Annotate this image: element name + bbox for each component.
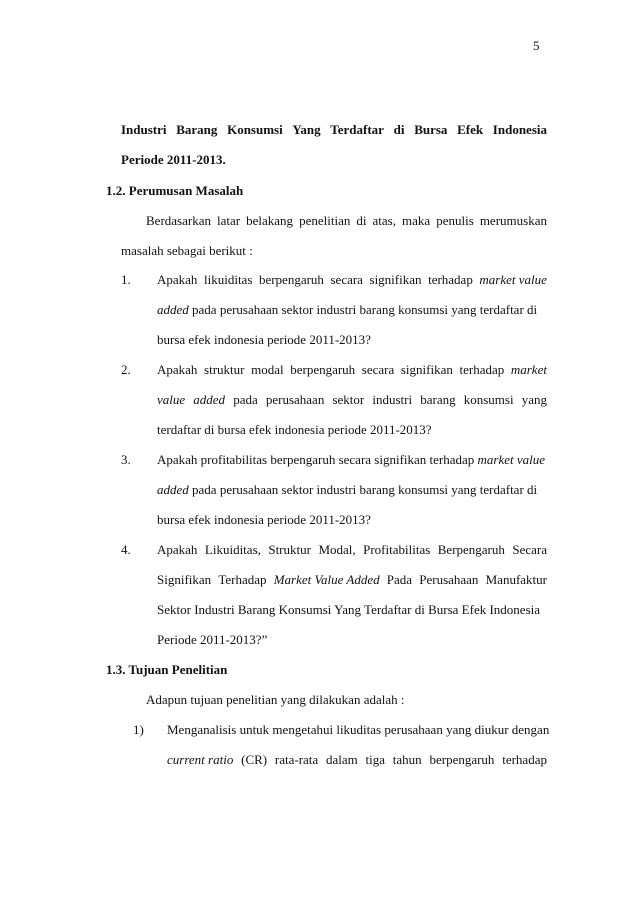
word: belakang (246, 213, 294, 228)
list-item-number: 1. (121, 272, 131, 287)
word: di (356, 213, 367, 228)
list-item-number: 2. (121, 362, 131, 377)
word: Profitabilitas (363, 542, 431, 557)
word: modal (251, 362, 284, 377)
word: Terdaftar (330, 122, 384, 137)
word: Modal, (318, 542, 356, 557)
section-heading-1-2: 1.2. Perumusan Masalah (106, 183, 244, 198)
word: Konsumsi (227, 122, 283, 137)
item-4-line-4: Periode 2011-2013?” (157, 632, 268, 647)
word: industri (372, 392, 413, 407)
word: yang (521, 392, 547, 407)
item-4-line-2 (157, 572, 547, 588)
word: Struktur (268, 542, 311, 557)
word: signifikan (400, 362, 453, 377)
word: Berpengaruh (437, 542, 505, 557)
word: konsumsi (463, 392, 514, 407)
word: Bursa (414, 122, 448, 137)
page-number: 5 (533, 38, 540, 53)
item-1-italic-term: added (157, 302, 189, 317)
word: Likuiditas, (204, 542, 261, 557)
word: Signifikan (157, 572, 212, 587)
word: sektor (332, 392, 365, 407)
list-item-number: 4. (121, 542, 131, 557)
word: secara (330, 272, 363, 287)
word: Apakah (157, 272, 198, 287)
word: Terhadap (218, 572, 267, 587)
word: Indonesia (492, 122, 547, 137)
word: tiga (365, 752, 386, 767)
item-4-line-3: Sektor Industri Barang Konsumsi Yang Terdaftar di Bursa Efek Indonesia (157, 602, 541, 617)
word: Pada (386, 572, 413, 587)
word: Secara (512, 542, 547, 557)
objective-1-line-2 (167, 752, 547, 768)
italic-word: value (157, 392, 186, 407)
word: Barang (176, 122, 218, 137)
word: barang (420, 392, 456, 407)
word: penulis (436, 213, 474, 228)
item-3-line-1 (157, 452, 545, 468)
item-3-line-1-text: Apakah profitabilitas berpengaruh secara signifikan terhadap (157, 452, 478, 467)
word: berpengaruh (258, 272, 324, 287)
word: signifikan (369, 272, 422, 287)
item-3-line-2-text: pada perusahaan sektor industri barang konsumsi yang terdaftar di (188, 482, 538, 497)
word: maka (402, 213, 431, 228)
italic-word: Market Value Added (273, 572, 380, 587)
section-1-3-paragraph-line-1: Adapun tujuan penelitian yang dilakukan adalah : (146, 692, 405, 707)
word: terhadap (459, 362, 505, 377)
italic-word: current ratio (167, 752, 234, 767)
word: (CR) (241, 752, 268, 767)
word: dalam (325, 752, 358, 767)
word: latar (217, 213, 241, 228)
item-1-line-3: bursa efek indonesia periode 2011-2013? (157, 332, 371, 347)
section-1-2-paragraph-line-2: masalah sebagai berikut : (121, 243, 253, 258)
item-1-line-2 (157, 302, 547, 318)
section-1-2-paragraph-line-1 (146, 213, 547, 229)
word: berpengaruh (290, 362, 356, 377)
word: terhadap (502, 752, 547, 767)
intro-line-1 (121, 122, 547, 138)
word: berpengaruh (429, 752, 495, 767)
word: di (393, 122, 405, 137)
word: Efek (457, 122, 484, 137)
word: Industri (121, 122, 167, 137)
item-3-line-2 (157, 482, 537, 498)
intro-line-2: Periode 2011-2013. (121, 152, 226, 167)
word: secara (361, 362, 395, 377)
item-3-italic-term-cont: added (157, 482, 189, 497)
item-1-line-2-text: pada perusahaan sektor industri barang konsumsi yang terdaftar di (188, 302, 538, 317)
list-item-number: 1) (133, 722, 144, 737)
item-3-line-3: bursa efek indonesia periode 2011-2013? (157, 512, 371, 527)
section-heading-1-3: 1.3. Tujuan Penelitian (106, 662, 228, 677)
word: likuiditas (204, 272, 253, 287)
italic-word: added (193, 392, 226, 407)
word: Perusahaan (419, 572, 479, 587)
word: Apakah (157, 542, 198, 557)
word: Yang (292, 122, 321, 137)
italic-word: market (510, 362, 547, 377)
objective-1-line-1: Menganalisis untuk mengetahui likuditas perusahaan yang diukur dengan (167, 722, 550, 737)
word: merumuskan (479, 213, 547, 228)
word: Apakah (157, 362, 198, 377)
item-2-line-3: terdaftar di bursa efek indonesia periode 2011-2013? (157, 422, 432, 437)
word: struktur (204, 362, 245, 377)
item-2-line-2 (157, 392, 547, 408)
word: atas, (372, 213, 396, 228)
item-2-line-1 (157, 362, 547, 378)
item-3-italic-term: market value (477, 452, 546, 467)
word: Manufaktur (485, 572, 547, 587)
word: Berdasarkan (146, 213, 211, 228)
item-4-line-1 (157, 542, 547, 558)
list-item-number: 3. (121, 452, 131, 467)
word: rata-rata (274, 752, 319, 767)
word: perusahaan (265, 392, 325, 407)
item-1-line-1 (157, 272, 547, 288)
word: tahun (392, 752, 422, 767)
word: terhadap (428, 272, 473, 287)
word: pada (233, 392, 258, 407)
word: penelitian (299, 213, 351, 228)
italic-word: market value (479, 272, 547, 287)
